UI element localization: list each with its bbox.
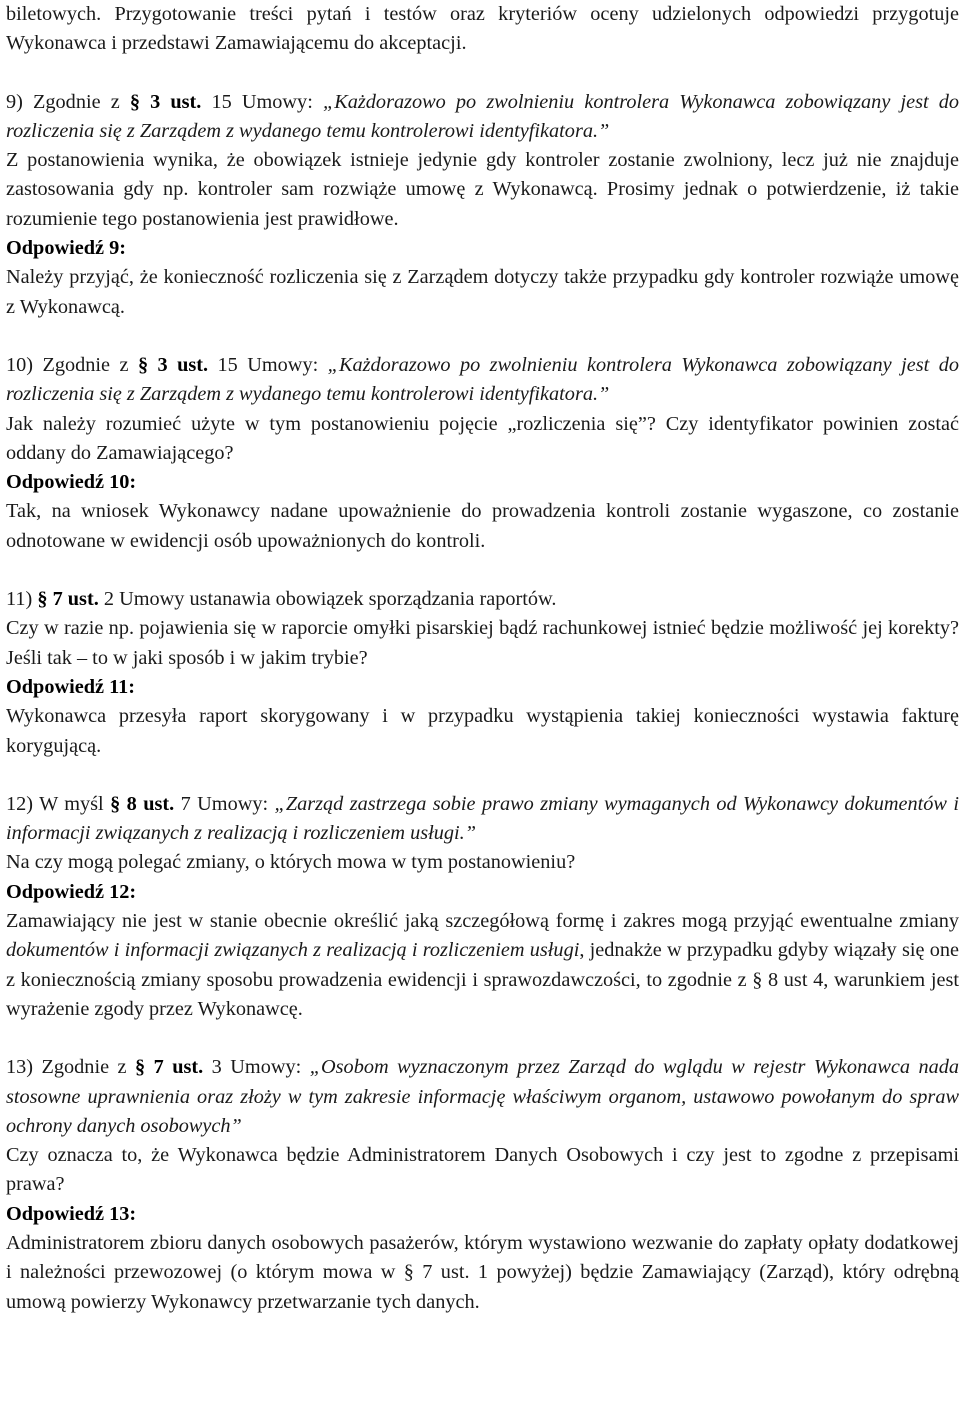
contract-quote: „Zarząd zastrzega sobie prawo zmiany wymaganych od Wykonawcy dokumentów i informacji związanych z realizacją i rozliczeniem usługi.” <box>6 792 959 845</box>
section-ref: § 7 ust. <box>37 588 99 611</box>
contract-quote: „Osobom wyznaczonym przez Zarząd do wglądu w rejestr Wykonawca nada stosowne uprawnienia oraz złoży w tym zakresie informację właściwym organom, ustawowo powołanym do spraw ochrony danych osobowych” <box>6 1056 960 1137</box>
question-10-text: Jak należy rozumieć użyte w tym postanowieniu pojęcie „rozliczenia się”? Czy identyfikator powinien zostać oddany do Zamawiającego? <box>6 412 959 464</box>
ref-mid: 7 Umowy: <box>174 792 275 815</box>
question-12-reference <box>6 790 959 849</box>
answer-12-italic: dokumentów i informacji związanych z realizacją i rozliczeniem usługi <box>6 939 580 962</box>
ref-mid: 15 Umowy: <box>201 90 323 113</box>
ref-mid: 2 Umowy ustanawia obowiązek sporządzania raportów. <box>98 588 557 611</box>
answer-11-text: Wykonawca przesyła raport skorygowany i w przypadku wystąpienia takiej konieczności wystawia fakturę korygującą. <box>6 705 959 757</box>
question-9-text: Z postanowienia wynika, że obowiązek istnieje jedynie gdy kontroler zostanie zwolniony, lecz już nie znajduje zastosowania gdy np. kontroler sam rozwiąże umowę z Wykonawcą. Prosimy jednak o potwierdzenie, iż takie rozumienie tego postanowienia jest prawidłowe. <box>6 149 959 230</box>
spacer <box>6 1024 959 1053</box>
ref-prefix: 10) Zgodnie z <box>6 353 138 376</box>
section-ref: § 8 ust. <box>110 792 175 815</box>
spacer <box>6 59 959 88</box>
question-12-text: Na czy mogą polegać zmiany, o których mowa w tym postanowieniu? <box>6 851 576 874</box>
answer-12-part2: , jednakże w przypadku gdyby wiązały się one z koniecznością zmiany sposobu prowadzenia ewidencji i sprawozdawczości, to zgodnie z § 8 ust 4, warunkiem jest wyrażenie zgody przez Wykonawcę. <box>6 939 959 1020</box>
answer-10-text: Tak, na wniosek Wykonawcy nadane upoważnienie do prowadzenia kontroli zostanie wygaszone, co zostanie odnotowane w ewidencji osób upoważnionych do kontroli. <box>6 500 959 552</box>
answer-12-text <box>6 907 959 1024</box>
question-13-reference <box>6 1053 959 1141</box>
answer-10-label: Odpowiedź 10: <box>6 471 137 494</box>
answer-13-label: Odpowiedź 13: <box>6 1202 137 1225</box>
answer-13-text: Administratorem zbioru danych osobowych pasażerów, którym wystawiono wezwanie do zapłaty opłaty dodatkowej i należności przewozowej (o którym mowa w § 7 ust. 1 powyżej) będzie Zamawiający (Zarząd), który odrębną umową powierzy Wykonawcy przetwarzanie tych danych. <box>6 1231 959 1313</box>
contract-quote: „Każdorazowo po zwolnieniu kontrolera Wykonawca zobowiązany jest do rozliczenia się z Zarządem z wydanego temu kontrolerowi identyfikatora.” <box>6 90 959 142</box>
ref-prefix: 12) W myśl <box>6 792 111 815</box>
question-10-reference <box>6 351 959 410</box>
question-9-reference <box>6 88 959 147</box>
answer-11-label: Odpowiedź 11: <box>6 675 136 698</box>
question-13-text: Czy oznacza to, że Wykonawca będzie Administratorem Danych Osobowych i czy jest to zgodne z przepisami prawa? <box>6 1144 959 1196</box>
question-11-reference <box>6 585 959 614</box>
answer-9-text: Należy przyjąć, że konieczność rozliczenia się z Zarządem dotyczy także przypadku gdy kontroler rozwiąże umowę z Wykonawcą. <box>6 266 959 318</box>
question-11-text: Czy w razie np. pojawienia się w raporcie omyłki pisarskiej bądź rachunkowej istnieć będzie możliwość jej korekty? Jeśli tak – to w jaki sposób i w jakim trybie? <box>6 617 959 669</box>
ref-prefix: 9) Zgodnie z <box>6 90 130 113</box>
answer-12-label: Odpowiedź 12: <box>6 880 137 903</box>
section-ref: § 3 ust. <box>137 353 209 376</box>
section-ref: § 3 ust. <box>129 90 202 113</box>
ref-prefix: 11) <box>6 588 38 611</box>
answer-12-part1: Zamawiający nie jest w stanie obecnie określić jaką szczegółową formę i zakres mogą przyjąć ewentualne zmiany <box>6 910 959 933</box>
intro-paragraph: biletowych. Przygotowanie treści pytań i testów oraz kryteriów oceny udzielonych odpowiedzi przygotuje Wykonawca i przedstawi Zamawiającemu do akceptacji. <box>6 3 959 55</box>
section-ref: § 7 ust. <box>135 1056 204 1079</box>
ref-mid: 3 Umowy: <box>203 1056 310 1079</box>
spacer <box>6 761 959 790</box>
spacer <box>6 556 959 585</box>
contract-quote: „Każdorazowo po zwolnieniu kontrolera Wykonawca zobowiązany jest do rozliczenia się z Zarządem z wydanego temu kontrolerowi identyfikatora.” <box>6 353 959 406</box>
answer-9-label: Odpowiedź 9: <box>6 237 127 260</box>
spacer <box>6 322 959 351</box>
ref-prefix: 13) Zgodnie z <box>6 1056 136 1079</box>
ref-mid: 15 Umowy: <box>208 353 328 376</box>
